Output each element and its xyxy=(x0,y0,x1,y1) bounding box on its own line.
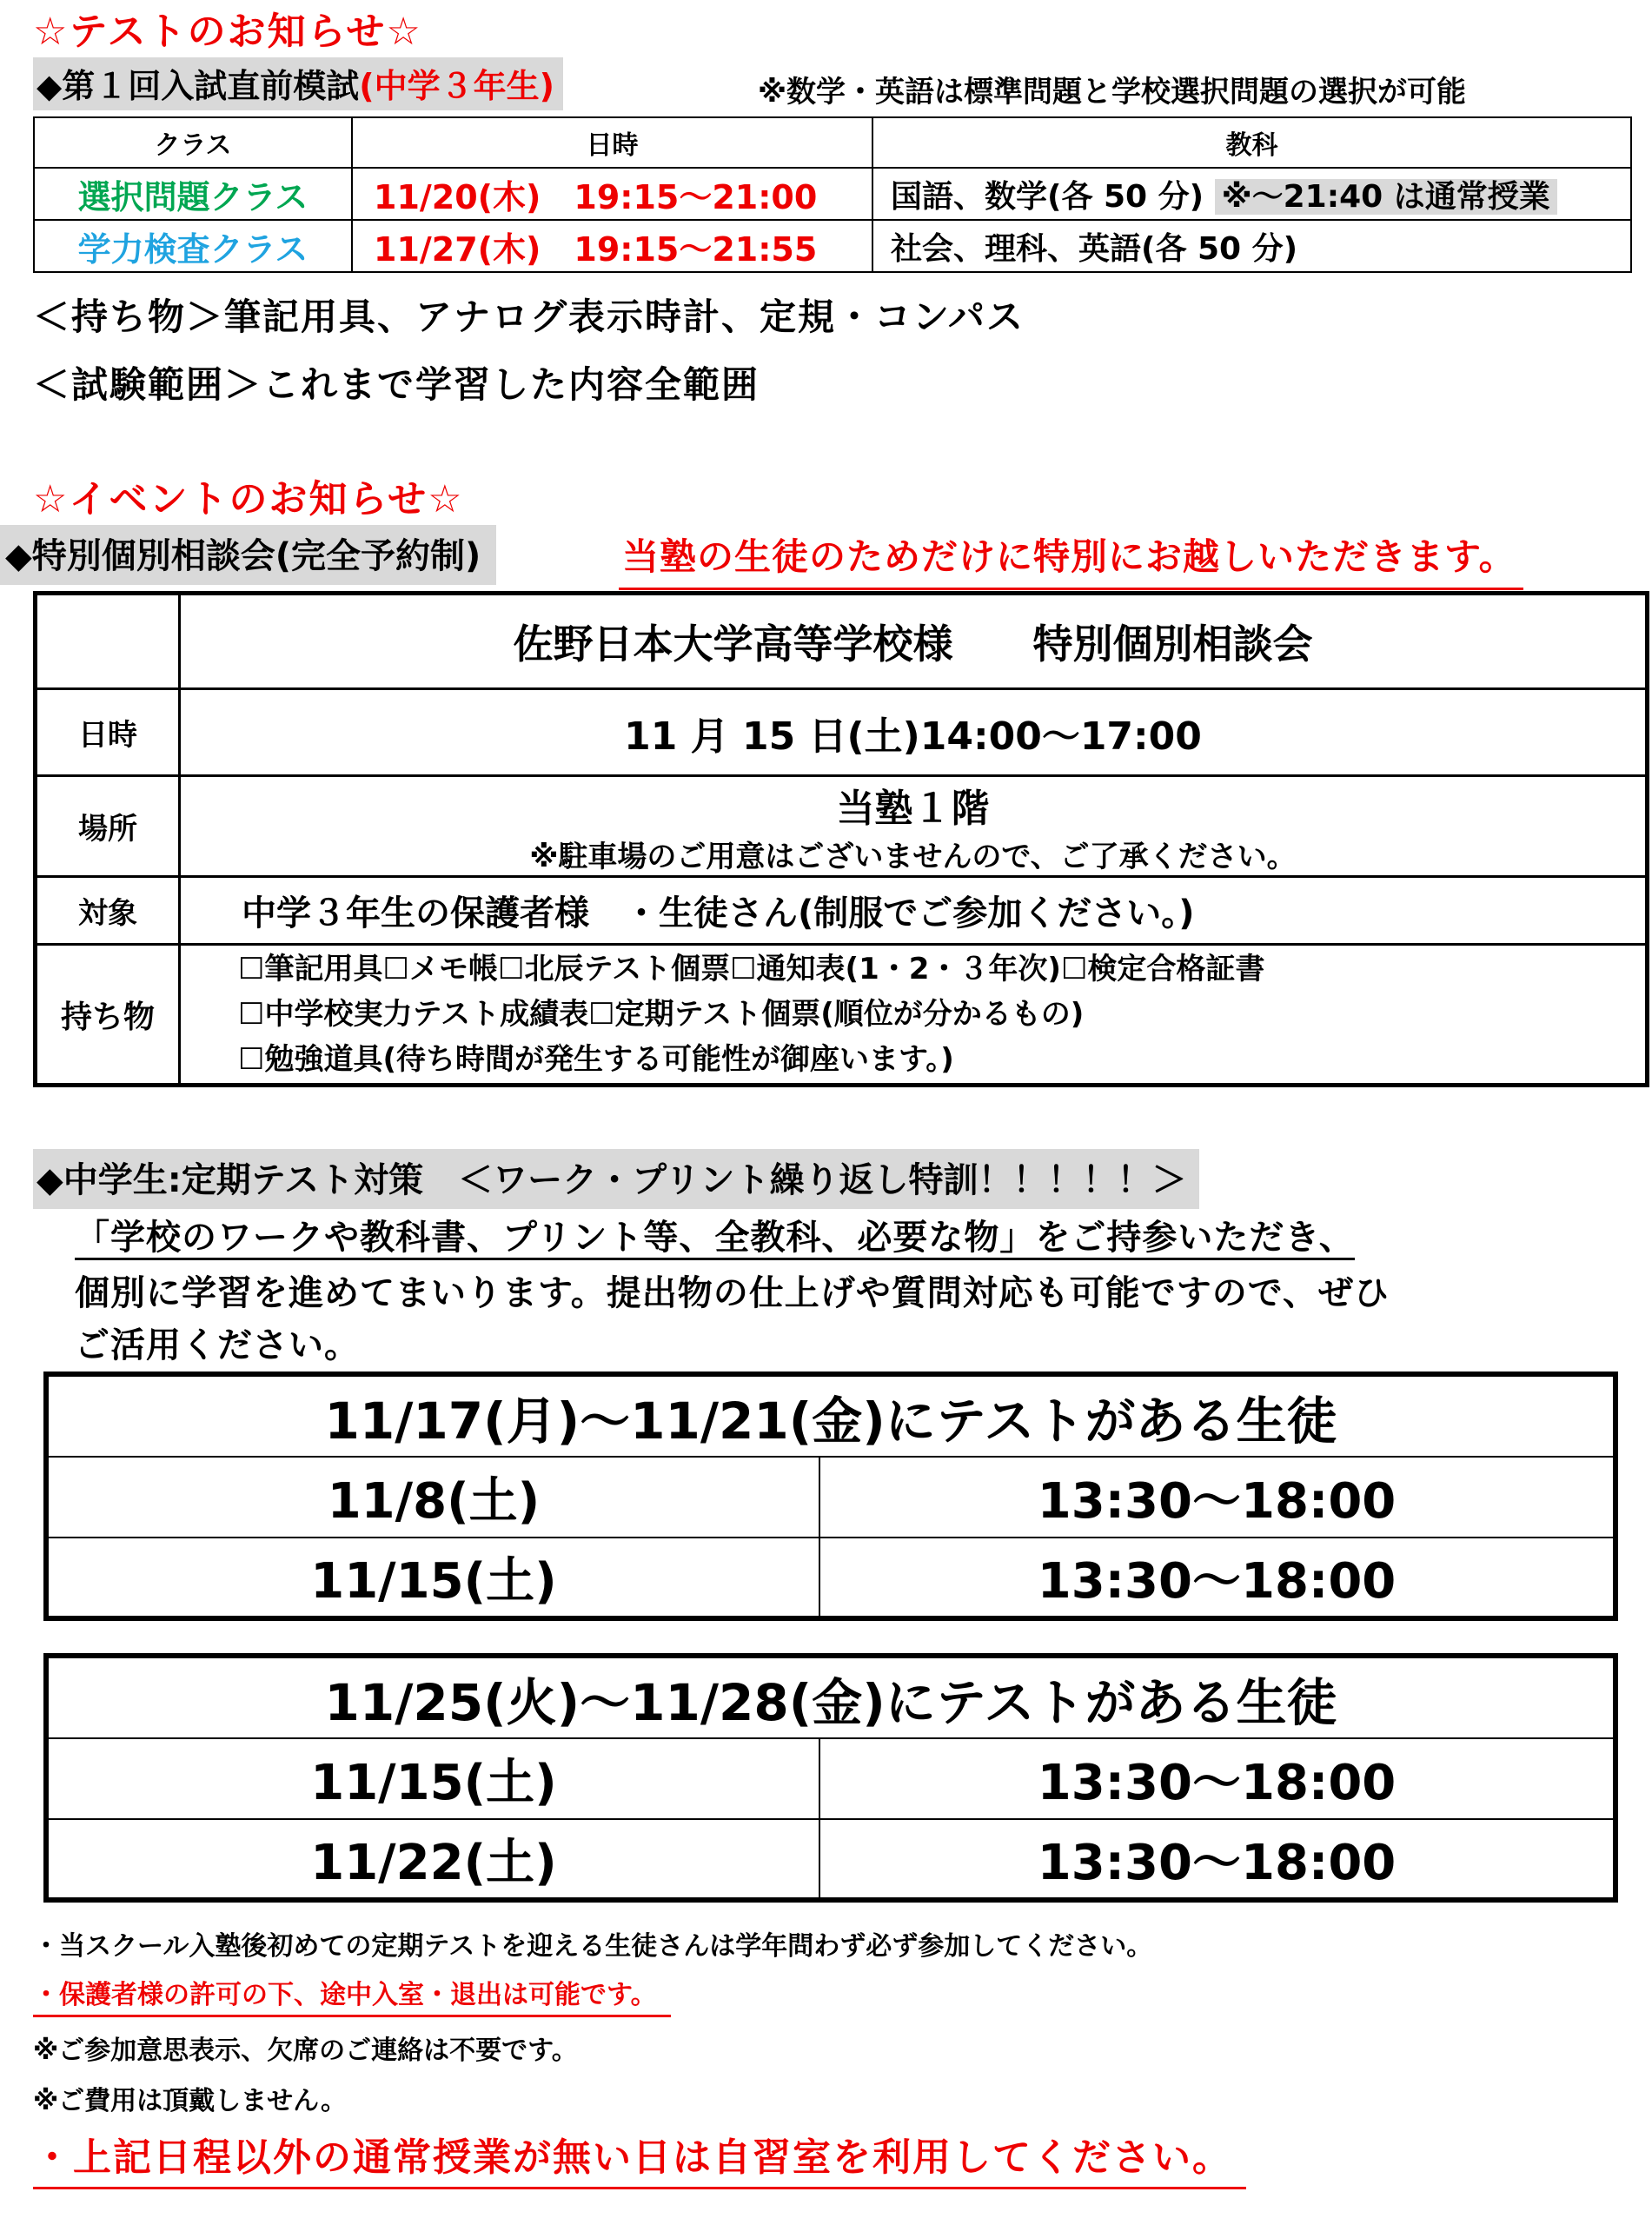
table-row xyxy=(46,1738,1616,1819)
schedule-date: 11/15(土) xyxy=(46,1738,819,1819)
class-name: 学力検査クラス xyxy=(34,220,352,272)
event-name: 佐野日本大学高等学校様 特別個別相談会 xyxy=(180,594,1648,689)
table-row xyxy=(34,168,1631,220)
event-datetime: 11 月 15 日(土)14:00～17:00 xyxy=(180,689,1648,776)
event-title-note: 当塾の生徒のためだけに特別にお越しいただきます。 xyxy=(619,525,1523,590)
note-line: ・上記日程以外の通常授業が無い日は自習室を利用してください。 xyxy=(33,2126,1246,2189)
subjects-text: 国語、数学(各 50 分) xyxy=(891,178,1204,215)
table-row xyxy=(36,776,1648,877)
schedule-table-1 xyxy=(43,1372,1618,1621)
schedule-heading-row xyxy=(46,1656,1616,1738)
test-notice-heading: ☆テストのお知らせ☆ xyxy=(33,10,422,54)
exam-table-header xyxy=(34,117,1631,168)
table-row xyxy=(46,1819,1616,1900)
exam-datetime: 11/27(木) 19:15～21:55 xyxy=(352,220,872,272)
empty-cell xyxy=(36,594,180,689)
schedule-time: 13:30～18:00 xyxy=(819,1819,1616,1900)
exam-title-prefix: ◆第１回入試直前模試 xyxy=(36,67,360,105)
exam-table xyxy=(33,116,1632,273)
exam-note: ※数学・英語は標準問題と学校選択問題の選択が可能 xyxy=(758,75,1467,110)
table-row xyxy=(36,945,1648,1086)
event-place xyxy=(180,776,1648,877)
schedule-heading: 11/17(月)～11/21(金)にテストがある生徒 xyxy=(46,1374,1616,1457)
event-target: 中学３年生の保護者様 ・生徒さん(制服でご参加ください。) xyxy=(180,877,1648,945)
table-row xyxy=(36,594,1648,689)
note-line: ・保護者様の許可の下、途中入室・退出は可能です。 xyxy=(33,1973,671,2017)
exam-datetime: 11/20(木) 19:15～21:00 xyxy=(352,168,872,220)
belongings-line: ☐筆記用具☐メモ帳☐北辰テスト個票☐通知表(1・2・３年次)☐検定合格証書 xyxy=(238,952,1265,986)
note-line: ・当スクール入塾後初めての定期テストを迎える生徒さんは学年問わず必ず参加してください。 xyxy=(33,1931,1153,1962)
table-row xyxy=(36,877,1648,945)
row-label: 持ち物 xyxy=(36,945,180,1086)
regular-test-desc-1: 「学校のワークや教科書、プリント等、全教科、必要な物」をご持参いただき、 xyxy=(75,1210,1355,1259)
note-line: ※ご費用は頂戴しません。 xyxy=(33,2086,347,2116)
header-class: クラス xyxy=(34,117,352,168)
belongings-line: ☐勉強道具(待ち時間が発生する可能性が御座います。) xyxy=(238,1042,954,1077)
table-row xyxy=(46,1538,1616,1618)
place-note: ※駐車場のご用意はございませんので、ご了承ください。 xyxy=(529,840,1297,874)
exam-subjects xyxy=(872,168,1631,220)
schedule-date: 11/15(土) xyxy=(46,1538,819,1618)
schedule-time: 13:30～18:00 xyxy=(819,1538,1616,1618)
schedule-date: 11/8(土) xyxy=(46,1457,819,1538)
exam-title xyxy=(33,57,563,110)
schedule-heading: 11/25(火)～11/28(金)にテストがある生徒 xyxy=(46,1656,1616,1738)
table-row xyxy=(36,689,1648,776)
row-label: 対象 xyxy=(36,877,180,945)
exam-range: ＜試験範囲＞これまで学習した内容全範囲 xyxy=(33,363,760,406)
regular-test-desc-2: 個別に学習を進めてまいります。提出物の仕上げや質問対応も可能ですので、ぜひ xyxy=(75,1273,1390,1313)
exam-subjects: 社会、理科、英語(各 50 分) xyxy=(872,220,1631,272)
exam-belongings: ＜持ち物＞筆記用具、アナログ表示時計、定規・コンパス xyxy=(33,296,1025,338)
schedule-heading-row xyxy=(46,1374,1616,1457)
belongings-line: ☐中学校実力テスト成績表☐定期テスト個票(順位が分かるもの) xyxy=(238,997,1085,1032)
schedule-time: 13:30～18:00 xyxy=(819,1738,1616,1819)
regular-test-title: ◆中学生:定期テスト対策 ＜ワーク・プリント繰り返し特訓！！！！！＞ xyxy=(33,1149,1199,1209)
event-table xyxy=(33,591,1649,1087)
schedule-table-2 xyxy=(43,1653,1618,1903)
regular-test-desc-3: ご活用ください。 xyxy=(75,1325,360,1365)
header-datetime: 日時 xyxy=(352,117,872,168)
header-subjects: 教科 xyxy=(872,117,1631,168)
exam-title-grade: (中学３年生) xyxy=(359,67,554,105)
schedule-time: 13:30～18:00 xyxy=(819,1457,1616,1538)
table-row xyxy=(46,1457,1616,1538)
note-line: ※ご参加意思表示、欠席のご連絡は不要です。 xyxy=(33,2036,578,2066)
subjects-note: ※～21:40 は通常授業 xyxy=(1215,179,1557,215)
row-label: 場所 xyxy=(36,776,180,877)
event-belongings xyxy=(180,945,1648,1086)
place-text: 当塾１階 xyxy=(836,787,990,831)
row-label: 日時 xyxy=(36,689,180,776)
class-name: 選択問題クラス xyxy=(34,168,352,220)
table-row xyxy=(34,220,1631,272)
event-notice-heading: ☆イベントのお知らせ☆ xyxy=(33,477,464,521)
event-title: ◆特別個別相談会(完全予約制) xyxy=(0,525,496,585)
schedule-date: 11/22(土) xyxy=(46,1819,819,1900)
